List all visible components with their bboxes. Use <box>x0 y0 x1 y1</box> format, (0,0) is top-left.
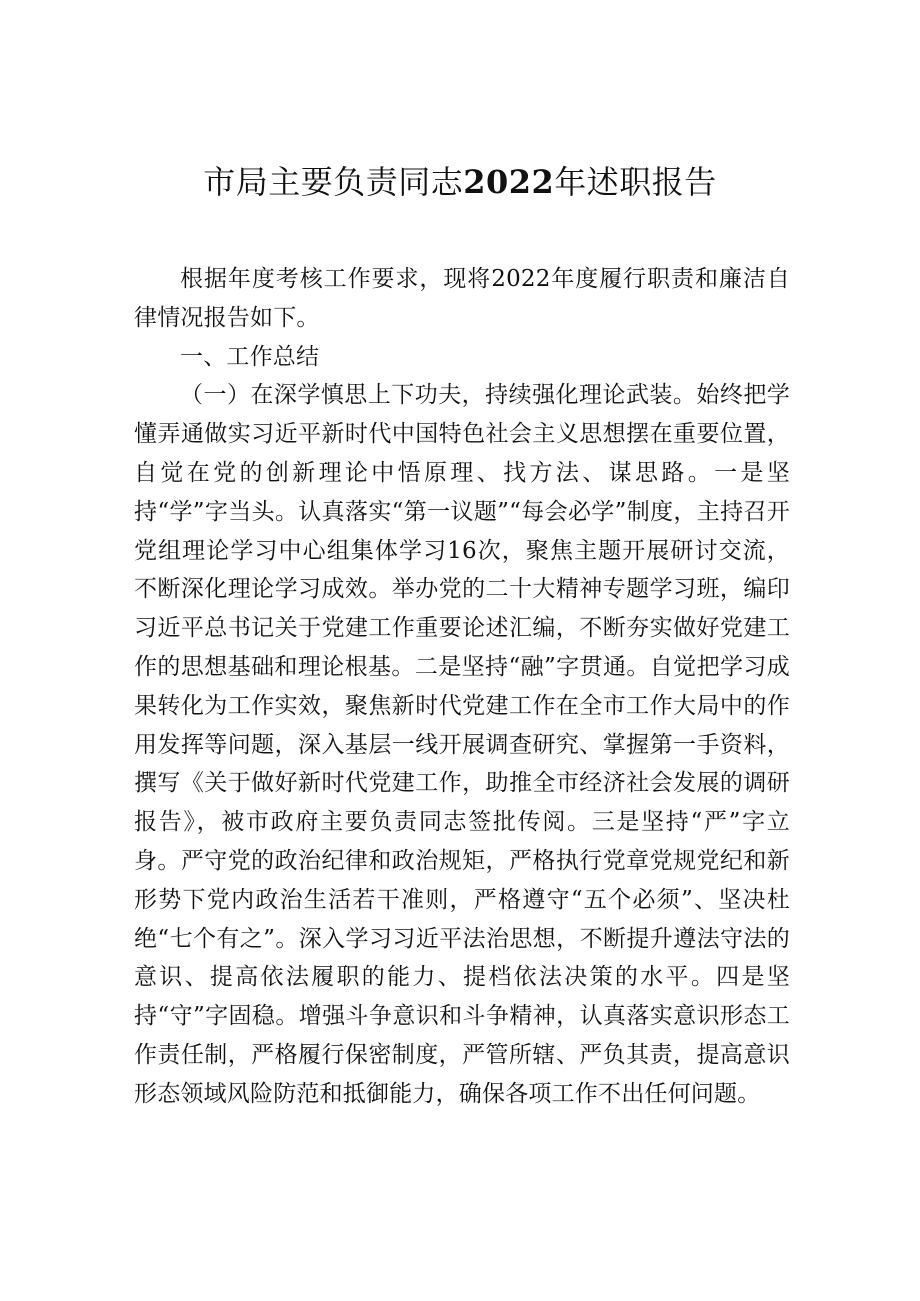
document-body <box>134 260 790 1114</box>
intro-paragraph: 根据年度考核工作要求，现将2022年度履行职责和廉洁自律情况报告如下。 <box>134 266 790 331</box>
section-heading: 一、工作总结 <box>180 343 320 370</box>
title-suffix: 年述职报告 <box>554 163 717 201</box>
title-prefix: 市局主要负责同志 <box>203 163 464 201</box>
body-paragraph: （一）在深学慎思上下功夫，持续强化理论武装。始终把学懂弄通做实习近平新时代中国特色社会主义思想摆在重要位置，自觉在党的创新理论中悟原理、找方法、谋思路。一是坚持“学”字当头。认真落实“第一议题”“每会必学”制度，主持召开党组理论学习中心组集体学习16次，聚焦主题开展研讨交流，不断深化理论学习成效。举办党的二十大精神专题学习班，编印习近平总书记关于党建工作重要论述汇编，不断夯实做好党建工作的思想基础和理论根基。二是坚持“融”字贯通。自觉把学习成果转化为工作实效，聚焦新时代党建工作在全市工作大局中的作用发挥等问题，深入基层一线开展调查研究、掌握第一手资料，撰写《关于做好新时代党建工作，助推全市经济社会发展的调研报告》，被市政府主要负责同志签批传阅。三是坚持“严”字立身。严守党的政治纪律和政治规矩，严格执行党章党规党纪和新形势下党内政治生活若干准则，严格遵守“五个必须”、坚决杜绝“七个有之”。深入学习习近平法治思想，不断提升遵法守法的意识、提高依法履职的能力、提档依法决策的水平。四是坚持“守”字固稳。增强斗争意识和斗争精神，认真落实意识形态工作责任制，严格履行保密制度，严管所辖、严负其责，提高意识形态领域风险防范和抵御能力，确保各项工作不出任何问题。 <box>134 382 790 1107</box>
title-year: 2022 <box>463 163 555 201</box>
document-title <box>0 158 920 206</box>
